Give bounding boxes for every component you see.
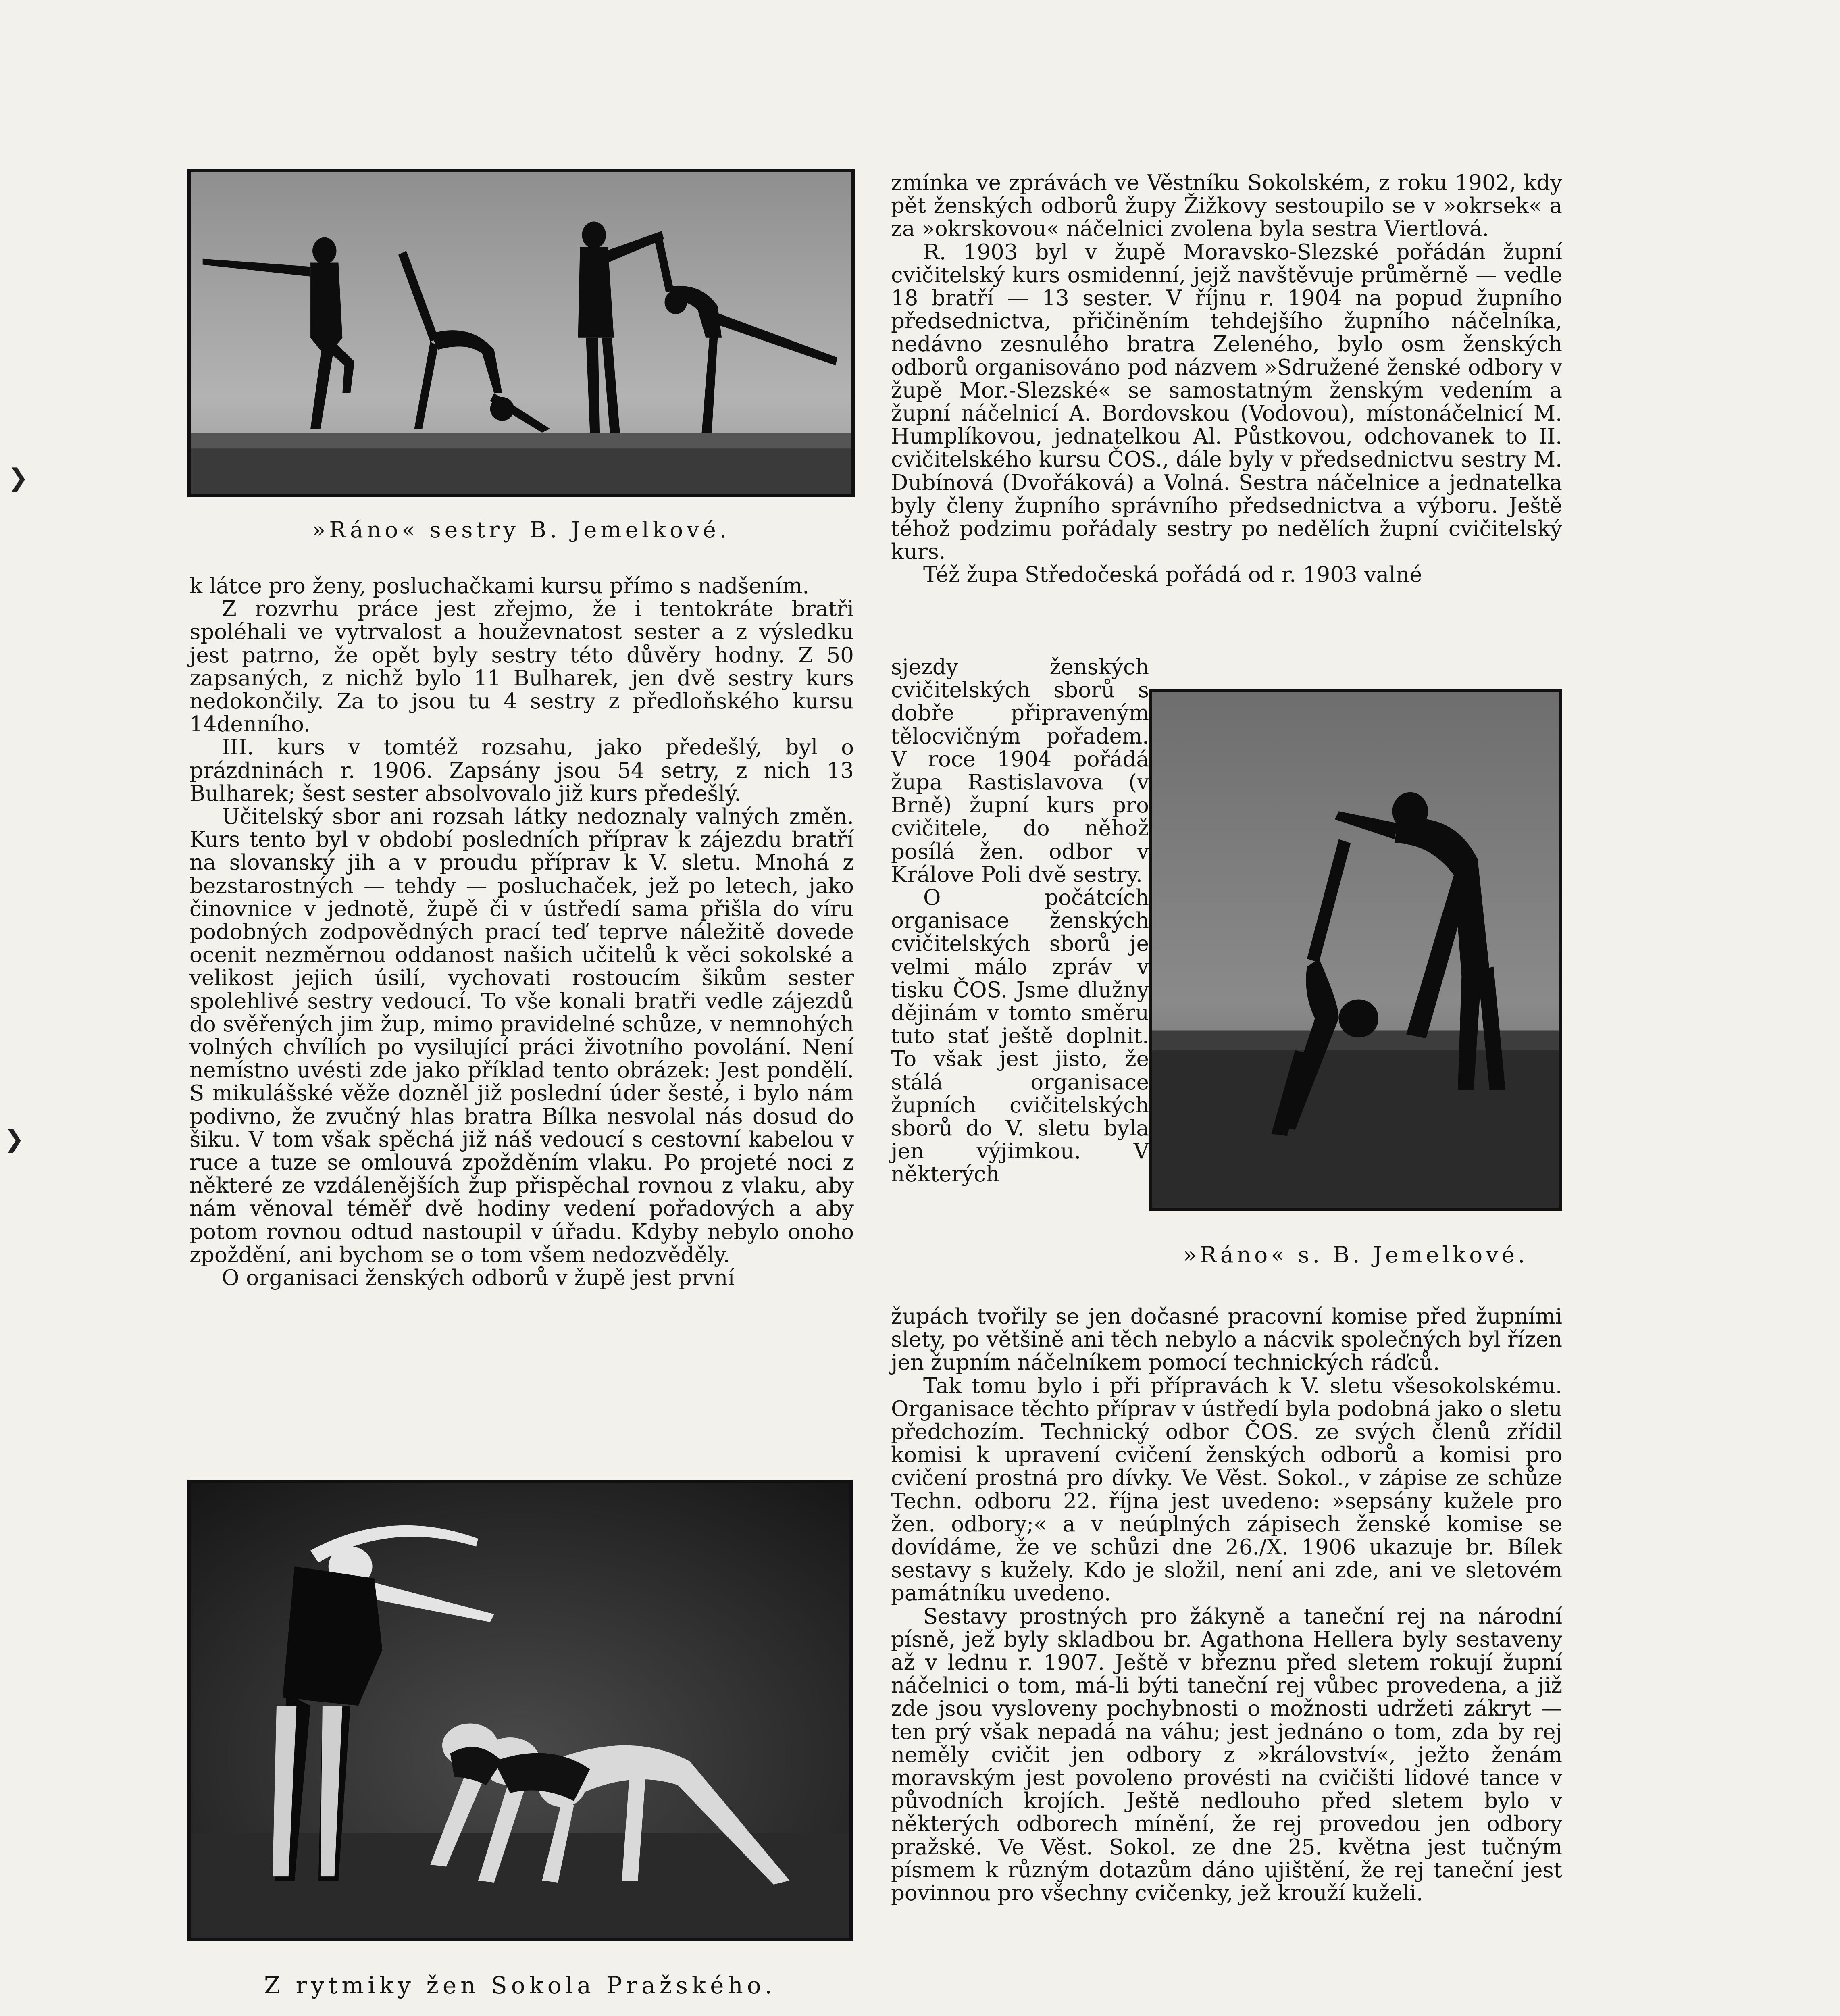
edge-arrow-icon: ❯	[4, 1125, 25, 1153]
left-paragraph-3: III. kurs v tomtéž rozsahu, jako předešlý, byl o prázdninách r. 1906. Zapsány jsou 54 setry, z nich 13 Bulharek; šest sester absolvovalo již kurs předešlý.	[189, 735, 854, 806]
right-narrow-paragraph-2: O počátcích organisace ženských cvičitelských sborů je velmi málo zpráv v tisku ČOS. Jsme dlužny dějinám v tomto směru tuto stať ještě doplnit. To však jest jisto, že stálá organisace župních cvičitelských sborů do V. sletu byla jen výjimkou. V některých	[891, 885, 1149, 1187]
right-column-bottom	[891, 1305, 1562, 1905]
left-paragraph-4: Učitelský sbor ani rozsah látky nedoznaly valných změn. Kurs tento byl v období posledních příprav k zájezdu bratří na slovanský jih a v proudu příprav k V. sletu. Mnohá z bezstarostných — tehdy — posluchaček, jež po letech, jako činovnice v jednotě, župě či v ústředí sama přišla do víru podobných zodpovědných prací teď teprve náležitě dovede ocenit nezměrnou oddanost našich učitelů k věci sokolské a velikost jejich úsilí, vychovati rostoucím šikům sester spolehlivé sestry vedoucí. To vše konali bratři vedle zájezdů do svěřených jim žup, mimo pravidelné schůze, v nemnohých volných chvílích po vysilující práci životního povolání. Není nemístno uvésti zde jako příklad tento obrázek: Jest pondělí. S mikulášské věže dozněl již poslední úder šesté, i bylo nám podivno, že zvučný hlas bratra Bílka nesvolal nás dosud do šiku. V tom však spěchá již náš vedoucí s cestovní kabelou v ruce a tuze se omlouvá zpožděním vlaku. Po projeté noci z některé ze vzdálenějších žup přispěchal rovnou z vlaku, aby nám věnoval téměř dvě hodiny vedení pořadových a aby potom rovnou odtud nastoupil v úřadu. Kdyby nebylo onoho zpoždění, ani bychom se o tom všem nedozvěděly.	[189, 804, 854, 1267]
photo-morning-silhouettes-image	[191, 172, 851, 494]
photo-morning-pair	[1149, 689, 1562, 1211]
edge-arrow-icon: ❯	[8, 464, 29, 492]
photo-morning-pair-image	[1152, 692, 1559, 1208]
right-paragraph-1: zmínka ve zprávách ve Věstníku Sokolském, z roku 1902, kdy pět ženských odborů župy Žižkovy sestoupilo se v »okrsek« a za »okrskovou« náčelnici zvolena byla sestra Viertlová.	[891, 171, 1562, 242]
right-narrow-paragraph-1: sjezdy ženských cvičitelských sborů s dobře připraveným tělocvičným pořadem. V roce 1904 pořádá župa Rastislavova (v Brně) župní kurs pro cvičitele, do něhož posílá žen. odbor v Králove Poli dvě sestry.	[891, 655, 1149, 887]
photo-caption-rhythmic: Z rytmiky žen Sokola Pražského.	[264, 1972, 776, 1999]
photo-caption-morning: »Ráno« sestry B. Jemelkové.	[312, 517, 731, 543]
left-paragraph-5: O organisaci ženských odborů v župě jest první	[222, 1266, 735, 1291]
photo-caption-morning-pair: »Ráno« s. B. Jemelkové.	[1183, 1242, 1528, 1268]
left-column	[189, 575, 854, 1289]
left-paragraph-2: Z rozvrhu práce jest zřejmo, že i tentokráte bratři spoléhali ve vytrvalost a houževnatost sester a z výsledku jest patrno, že opět byly sestry této důvěry hodny. Z 50 zapsaných, z nichž bylo 11 Bulharek, jen dvě sestry kurs nedokončily. Za to jsou tu 4 sestry z předloňského kursu 14denního.	[189, 597, 854, 737]
left-paragraph-1: k látce pro ženy, posluchačkami kursu přímo s nadšením.	[189, 574, 810, 598]
photo-morning-silhouettes	[187, 169, 855, 497]
right-paragraph-4: Tak tomu bylo i při přípravách k V. sletu všesokolskému. Organisace těchto příprav v ústředí byla podobná jako o sletu předchozím. Technický odbor ČOS. ze svých členů zřídil komisi k upravení cvičení ženských odborů a komisi pro cvičení prostná pro dívky. Ve Věst. Sokol., v zápise ze schůze Techn. odboru 22. října jest uvedeno: »sepsány kužele pro žen. odbory;« a v neúplných zápisech ženské komise se dovídáme, že ve schůzi dne 26./X. 1906 ukazuje br. Bílek sestavy s kužely. Kdo je složil, není ani zde, ani ve sletovém památníku uvedeno.	[891, 1373, 1562, 1606]
right-paragraph-3: župách tvořily se jen dočasné pracovní komise před župními slety, po většině ani těch nebylo a nácvik společných byl řízen jen župním náčelníkem pomocí technických ráďců.	[891, 1304, 1562, 1375]
right-wrap-line: Též župa Středočeská pořádá od r. 1903 valné	[923, 562, 1422, 587]
right-column-narrow	[891, 656, 1149, 1186]
photo-rhythmic-women-image	[191, 1483, 849, 1938]
right-paragraph-5: Sestavy prostných pro žákyně a taneční rej na národní písně, jež byly skladbou br. Agathona Hellera byly sestaveny až v lednu r. 1907. Ještě v březnu před sletem rokují župní náčelnici o tom, má-li býti taneční rej vůbec provedena, a již zde jsou vysloveny pochybnosti o možnosti udržeti zákryt — ten prý však nepadá na váhu; jest jednáno o tom, zda by rej neměly cvičit jen odbory z »království«, ježto ženám moravským jest povoleno provésti na cvičišti lidové tance v původních krojích. Ještě nedlouho před sletem bylo v některých odborech mínění, že rej provedou jen odbory pražské. Ve Věst. Sokol. ze dne 25. května jest tučným písmem k různým dotazům dáno ujištění, že rej taneční jest povinnou pro všechny cvičenky, jež krouží kuželi.	[891, 1604, 1562, 1906]
right-column-top	[891, 171, 1562, 587]
photo-rhythmic-women	[187, 1480, 853, 1941]
right-paragraph-2: R. 1903 byl v župě Moravsko-Slezské pořádán župní cvičitelský kurs osmidenní, jejž navštěvuje průměrně — vedle 18 bratří — 13 sester. V říjnu r. 1904 na popud župního předsednictva, přičiněním tehdejšího župního náčelníka, nedávno zesnulého bratra Zeleného, bylo osm ženských odborů organisováno pod názvem »Sdružené ženské odbory v župě Mor.-Slezské« se samostatným ženským vedením a župní náčelnicí A. Bordovskou (Vodovou), místonáčelnicí M. Humplíkovou, jednatelkou Al. Půstkovou, odchovanek to II. cvičitelského kursu ČOS., dále byly v předsednictvu sestry M. Dubínová (Dvořáková) a Volná. Sestra náčelnice a jednatelka byly členy župního správního předsednictva a výboru. Ještě téhož podzimu pořádaly sestry po nedělích župní cvičitelský kurs.	[891, 240, 1562, 564]
